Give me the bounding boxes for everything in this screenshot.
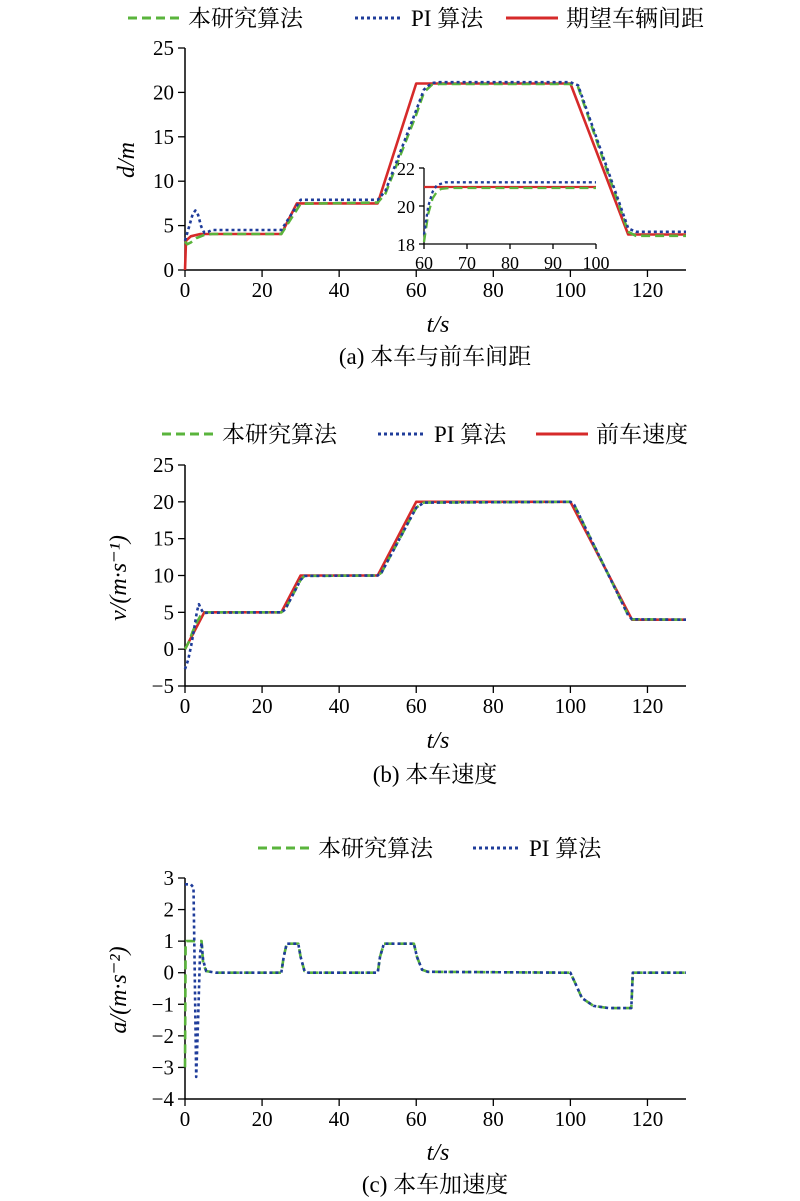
inset-ytick-label: 22 xyxy=(397,159,415,179)
panel-b-xtick-label: 120 xyxy=(631,694,664,718)
panel-c-ytick-label: −2 xyxy=(151,1023,174,1048)
panel-a-ytick-label: 20 xyxy=(153,80,174,105)
panel-b-xtick-label: 80 xyxy=(482,694,504,718)
panel-c-xtick-label: 60 xyxy=(405,1107,427,1131)
x-axis-label-a: t/s xyxy=(426,312,450,338)
panel-a-xtick-label: 80 xyxy=(482,278,504,302)
axes-c xyxy=(185,878,686,1099)
panel-b-xtick-label: 0 xyxy=(179,694,191,718)
panel-b-series-reference xyxy=(185,502,686,649)
legend-b-label-proposed: 本研究算法 xyxy=(222,422,337,447)
legend-c-label-pi: PI 算法 xyxy=(529,836,602,861)
inset-background xyxy=(424,168,596,244)
panel-c-ytick-label: 1 xyxy=(163,929,174,954)
x-ticks-b xyxy=(180,686,663,718)
panel-a-xtick-label: 120 xyxy=(631,278,664,302)
x-axis-label-b: t/s xyxy=(426,728,450,754)
caption-c: (c) 本车加速度 xyxy=(361,1172,509,1197)
panel-c-ytick-label: 3 xyxy=(163,866,174,890)
y-axis-label-a: d/m xyxy=(114,142,140,178)
panel-a-distance xyxy=(114,6,704,369)
panel-b-xtick-label: 40 xyxy=(328,694,350,718)
panel-b-ytick-label: 0 xyxy=(163,637,174,662)
panel-a-ytick-label: 15 xyxy=(153,124,174,149)
inset-x-ticks xyxy=(415,244,610,273)
inset-xtick-label: 90 xyxy=(544,253,562,273)
panel-c-xtick-label: 100 xyxy=(554,1107,587,1131)
inset-xtick-label: 70 xyxy=(458,253,476,273)
panel-c-xtick-label: 40 xyxy=(328,1107,350,1131)
panel-c-xtick-label: 0 xyxy=(179,1107,191,1131)
panel-b-xtick-label: 60 xyxy=(405,694,427,718)
panel-a-ytick-label: 25 xyxy=(153,36,174,60)
inset-xtick-label: 100 xyxy=(582,253,610,273)
panel-b-ytick-label: 25 xyxy=(153,453,174,477)
legend-a-label-reference: 期望车辆间距 xyxy=(566,6,704,31)
panel-b-series-proposed xyxy=(185,502,686,649)
panel-a-xtick-label: 20 xyxy=(251,278,273,302)
inset-a xyxy=(397,159,610,273)
panel-a-ytick-label: 10 xyxy=(153,169,174,194)
x-axis-label-c: t/s xyxy=(426,1140,450,1166)
panel-c-xtick-label: 120 xyxy=(631,1107,664,1131)
panel-c-ytick-label: −1 xyxy=(151,992,174,1017)
panel-a-xtick-label: 0 xyxy=(179,278,191,302)
panel-b-ytick-label: 10 xyxy=(153,563,174,588)
panel-c-ytick-label: 2 xyxy=(163,897,174,922)
caption-b: (b) 本车速度 xyxy=(372,762,498,787)
legend-a-label-pi: PI 算法 xyxy=(411,6,484,31)
y-ticks-b xyxy=(152,453,185,698)
legend-c xyxy=(258,836,602,861)
panel-a-xtick-label: 60 xyxy=(405,278,427,302)
panel-b-ytick-label: −5 xyxy=(151,674,174,698)
panel-b-speed xyxy=(106,422,688,787)
panel-c-xtick-label: 80 xyxy=(482,1107,504,1131)
panel-c-xtick-label: 20 xyxy=(251,1107,273,1131)
y-axis-label-b: v/(m·s⁻¹) xyxy=(106,535,132,621)
inset-xtick-label: 60 xyxy=(415,253,433,273)
legend-b-label-reference: 前车速度 xyxy=(596,422,688,447)
panel-b-xtick-label: 100 xyxy=(554,694,587,718)
panel-c-ytick-label: 0 xyxy=(163,960,174,985)
panel-a-xtick-label: 40 xyxy=(328,278,350,302)
x-ticks-a xyxy=(180,270,663,302)
panel-b-xtick-label: 20 xyxy=(251,694,273,718)
axes-b xyxy=(185,465,686,686)
panel-c-series-proposed xyxy=(185,941,686,1067)
series-c xyxy=(185,884,686,1077)
legend-b xyxy=(162,422,688,447)
panel-a-ytick-label: 0 xyxy=(163,258,174,282)
inset-ytick-label: 18 xyxy=(397,235,415,255)
inset-y-ticks xyxy=(397,159,424,255)
panel-c-ytick-label: −3 xyxy=(151,1055,174,1080)
y-axis-label-c: a/(m·s⁻²) xyxy=(106,946,132,1034)
series-b xyxy=(185,502,686,669)
panel-a-ytick-label: 5 xyxy=(163,213,174,238)
inset-ytick-label: 20 xyxy=(397,197,415,217)
panel-b-ytick-label: 20 xyxy=(153,489,174,514)
legend-a xyxy=(128,6,704,31)
inset-xtick-label: 80 xyxy=(501,253,519,273)
legend-c-label-proposed: 本研究算法 xyxy=(318,836,433,861)
panel-b-ytick-label: 5 xyxy=(163,600,174,625)
legend-b-label-pi: PI 算法 xyxy=(434,422,507,447)
panel-c-ytick-label: −4 xyxy=(151,1087,174,1111)
y-ticks-c xyxy=(152,866,185,1111)
legend-a-label-proposed: 本研究算法 xyxy=(188,6,303,31)
panel-b-ytick-label: 15 xyxy=(153,526,174,551)
panel-a-xtick-label: 100 xyxy=(554,278,587,302)
panel-c-acceleration xyxy=(106,836,686,1197)
panel-b-series-pi xyxy=(185,502,686,669)
caption-a: (a) 本车与前车间距 xyxy=(338,344,532,369)
x-ticks-c xyxy=(180,1099,663,1131)
panel-c-series-pi xyxy=(185,884,686,1077)
y-ticks-a xyxy=(153,36,185,282)
